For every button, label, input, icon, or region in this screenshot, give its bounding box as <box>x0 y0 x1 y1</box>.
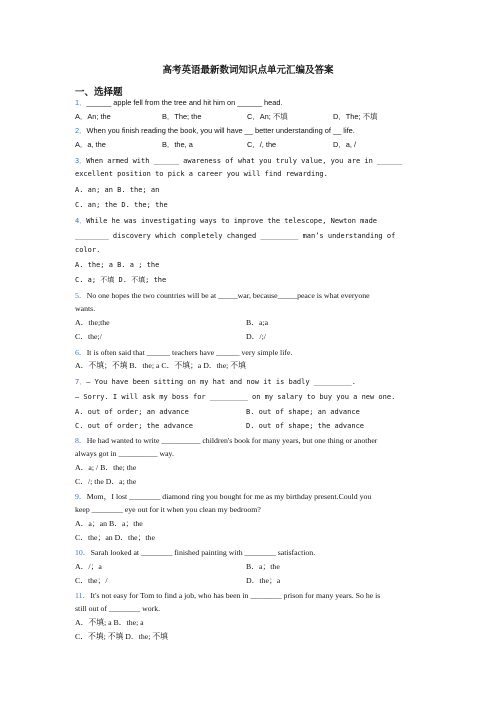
question-1 <box>75 98 283 108</box>
question-text: When armed with ______ awareness of what you truly value, you are in ______ <box>86 157 403 165</box>
question-8-line-2: always got in __________ way. <box>75 449 174 458</box>
option-d: D．a, / <box>333 140 356 149</box>
question-number: 6． <box>75 348 87 357</box>
option-c: C. out of order; the advance <box>75 422 194 430</box>
question-9 <box>75 492 371 502</box>
question-8-options-ab: A．a; / B．the; the <box>75 463 137 472</box>
option-d: D. out of shape; the advance <box>246 422 365 430</box>
page-title: 高考英语最新数词知识点单元汇编及答案 <box>162 65 334 76</box>
question-number: 9． <box>75 492 87 501</box>
option-c: C．/, the <box>247 140 277 149</box>
question-11-options-ab: A．不填; a B．the; a <box>75 618 144 627</box>
question-10-options-ab <box>75 562 280 572</box>
question-4-line-3: color. <box>75 246 101 254</box>
option-c: C．the；/ <box>75 576 108 585</box>
question-number: 11． <box>75 591 91 600</box>
question-8 <box>75 436 377 446</box>
option-b: B．the, a <box>162 140 193 149</box>
question-3 <box>75 156 402 166</box>
question-4-line-2: ________ discovery which completely changed _________ man’s understanding of <box>75 232 396 240</box>
option-d: D．the；a <box>246 576 281 585</box>
question-text: It's not easy for Tom to find a job, who has been in ________ prison for many years. So he is <box>90 591 381 600</box>
question-text: While he was investigating ways to improve the telescope, Newton made <box>86 217 378 225</box>
question-number: 3． <box>75 157 87 165</box>
question-11 <box>75 591 380 601</box>
option-d: D．/;/ <box>246 332 266 341</box>
question-7-line-2: — Sorry. I will ask my boss for _________ on my salary to buy you a new one. <box>75 393 396 401</box>
question-10 <box>75 548 315 558</box>
question-number: 5． <box>75 291 87 300</box>
question-5-options-ab <box>75 318 269 328</box>
option-a: A. out of order; an advance <box>75 408 189 416</box>
question-number: 4． <box>75 217 87 225</box>
question-text: He had wanted to write __________ children's book for many years, but one thing or another <box>86 436 378 445</box>
option-a: A．the;the <box>75 318 110 327</box>
question-4 <box>75 216 377 226</box>
question-7-options-cd <box>75 421 365 431</box>
question-5-line-2: wants. <box>75 304 96 313</box>
option-a: A．a, the <box>75 140 106 149</box>
question-number: 8． <box>75 436 87 445</box>
question-number: 10． <box>75 548 91 557</box>
question-6-options: A．不填；不填 B．the; a C．不填；a D．the; 不填 <box>75 361 246 370</box>
question-9-options-ab: A．a；an B．a；the <box>75 519 143 528</box>
option-b: B．a；the <box>246 562 280 571</box>
question-3-line-2: excellent position to pick a career you will find rewarding. <box>75 170 328 178</box>
question-number: 2． <box>75 126 87 135</box>
question-2 <box>75 126 355 136</box>
question-5 <box>75 291 370 301</box>
question-text: No one hopes the two countries will be at _____war, because_____peace is what everyone <box>86 291 370 300</box>
question-11-options-cd: C．不填; 不填 D．the; 不填 <box>75 632 168 641</box>
question-9-options-cd: C．the；an D．the；the <box>75 533 155 542</box>
question-text: ______ apple fell from the tree and hit him on ______ head. <box>86 98 283 107</box>
question-3-options-cd: C. an; the D. the; the <box>75 201 168 209</box>
question-4-options-ab: A. the; a B. a ; the <box>75 261 160 269</box>
option-d: D．The; 不填 <box>333 112 378 121</box>
section-heading: 一、选择题 <box>75 87 123 98</box>
question-7-options-ab <box>75 407 360 417</box>
question-8-options-cd: C．/; the D．a; the <box>75 477 137 486</box>
question-6 <box>75 348 292 358</box>
question-9-line-2: keep ________ eye out for it when you clean my bedroom? <box>75 505 261 514</box>
question-number: 1． <box>75 98 87 107</box>
question-text: — You have been sitting on my hat and now it is badly _________. <box>86 378 356 386</box>
question-number: 7． <box>75 378 87 386</box>
question-text: It is often said that ______ teachers have ______ very simple life. <box>86 348 293 357</box>
option-b: B．The; the <box>162 112 202 121</box>
question-7 <box>75 377 356 387</box>
option-a: A．An; the <box>75 112 111 121</box>
question-11-line-2: still out of ________ work. <box>75 604 161 613</box>
option-a: A．/；a <box>75 562 102 571</box>
question-10-options-cd <box>75 576 281 586</box>
question-5-options-cd <box>75 332 266 342</box>
option-b: B. out of shape; an advance <box>246 408 360 416</box>
question-text: Sarah looked at ________ finished painting with ________ satisfaction. <box>90 548 316 557</box>
question-4-options-cd: C. a; 不填 D. 不填; the <box>75 276 167 284</box>
option-c: C．An; 不填 <box>247 112 288 121</box>
option-b: B．a;a <box>246 318 269 327</box>
question-text: When you finish reading the book, you will have __ better understanding of __ life. <box>86 126 355 135</box>
question-text: Mom，I lost ________ diamond ring you bought for me as my birthday present.Could you <box>86 492 372 501</box>
question-3-options-ab: A. an; an B. the; an <box>75 186 160 194</box>
option-c: C．the;/ <box>75 332 102 341</box>
